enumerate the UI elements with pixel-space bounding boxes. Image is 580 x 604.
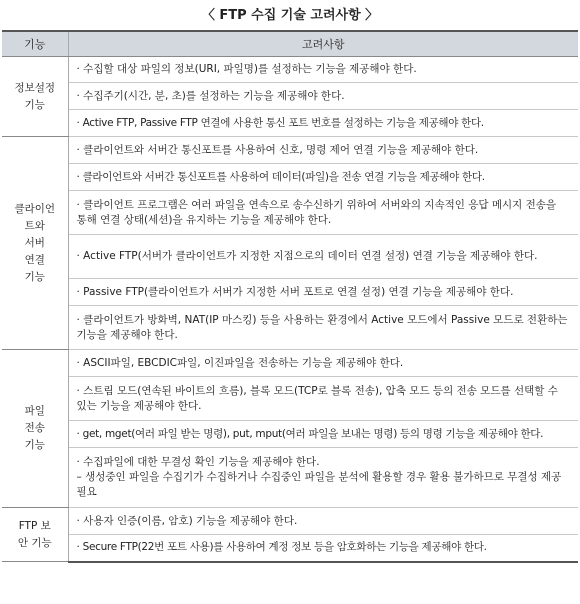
consideration-item-text: · 수집파일에 대한 무결성 확인 기능을 제공해야 한다. <box>76 456 320 468</box>
consideration-item: · 클라이언트 프로그램은 여러 파일을 연속으로 송수신하기 위하여 서버와의 지속적인 응답 메시지 전송을 통해 연결 상태(세션)을 유지하는 기능을 제공해야 한다. <box>68 191 578 235</box>
consideration-item: · get, mget(여러 파일 받는 명령), put, mput(여러 파일을 보내는 명령) 등의 명령 기능을 제공해야 한다. <box>68 421 578 448</box>
consideration-item: · Passive FTP(클라이언트가 서버가 지정한 서버 포트로 연결 설정) 연결 기능을 제공해야 한다. <box>68 279 578 306</box>
table-row <box>2 535 578 562</box>
table-row <box>2 377 578 421</box>
category-ftp-security <box>2 508 68 562</box>
table-row <box>2 508 578 535</box>
category-label-line: 기능 <box>24 439 45 451</box>
consideration-item: · ASCII파일, EBCDIC파일, 이진파일을 전송하는 기능을 제공해야 한다. <box>68 350 578 377</box>
table-row <box>2 164 578 191</box>
table-row <box>2 235 578 279</box>
table-caption: 〈 FTP 수집 기술 고려사항 〉 <box>201 8 379 23</box>
category-label-line: 안 기능 <box>17 536 52 549</box>
category-file-transfer <box>2 350 68 508</box>
category-label-line: 클라이언 <box>14 202 56 215</box>
table-row <box>2 110 578 137</box>
category-info-setting <box>2 57 68 137</box>
table-row <box>2 191 578 235</box>
table-row <box>2 57 578 83</box>
category-label-line: 기능 <box>24 98 45 111</box>
ftp-considerations-table <box>2 30 578 563</box>
category-client-server-connection <box>2 137 68 350</box>
table-row <box>2 83 578 110</box>
consideration-item: · 수집할 대상 파일의 정보(URI, 파일명)를 설정하는 기능을 제공해야 한다. <box>68 57 578 83</box>
consideration-item: · Active FTP, Passive FTP 연결에 사용한 통신 포트 번호를 설정하는 기능을 제공해야 한다. <box>68 110 578 137</box>
consideration-item: · Active FTP(서버가 클라이언트가 지정한 지점으로의 데이터 연결 설정) 연결 기능을 제공해야 한다. <box>68 235 578 279</box>
category-label-line: 트와 <box>24 219 45 232</box>
table-row <box>2 350 578 377</box>
category-label-line: 연결 <box>24 253 45 266</box>
consideration-item: · 스트림 모드(연속된 바이트의 흐름), 블록 모드(TCP로 블록 전송), 압축 모드 등의 전송 모드를 선택할 수 있는 기능을 제공해야 한다. <box>68 377 578 421</box>
category-label-line: 정보설정 <box>14 81 56 94</box>
table-row <box>2 421 578 448</box>
table-header-row <box>2 31 578 57</box>
table-row <box>2 448 578 508</box>
consideration-item: · 수집주기(시간, 분, 초)를 설정하는 기능을 제공해야 한다. <box>68 83 578 110</box>
consideration-item: · 사용자 인증(이름, 암호) 기능을 제공해야 한다. <box>68 508 578 535</box>
category-label-line: 서버 <box>24 236 45 249</box>
category-label-line: 기능 <box>24 270 45 283</box>
consideration-note: – 생성중인 파일을 수집기가 수집하거나 수집중인 파일을 분석에 활용할 경우 활용 불가하므로 무결성 제공 필요 <box>76 471 562 498</box>
category-label-line: 전송 <box>24 422 45 434</box>
table-row <box>2 306 578 350</box>
category-label-line: FTP 보 <box>18 519 51 532</box>
consideration-item: · 클라이언트가 방화벽, NAT(IP 마스킹) 등을 사용하는 환경에서 Active 모드에서 Passive 모드로 전환하는 기능을 제공해야 한다. <box>68 306 578 350</box>
category-label-line: 파일 <box>24 405 45 417</box>
consideration-item-with-note <box>68 448 578 508</box>
header-function: 기능 <box>2 31 68 57</box>
consideration-item: · 클라이언트와 서버간 통신포트를 사용하여 신호, 명령 제어 연결 기능을 제공해야 한다. <box>68 137 578 164</box>
table-row <box>2 137 578 164</box>
consideration-item: · 클라이언트와 서버간 통신포트를 사용하여 데이터(파일)을 전송 연결 기능을 제공해야 한다. <box>68 164 578 191</box>
consideration-item: · Secure FTP(22번 포트 사용)를 사용하여 계정 정보 등을 암호화하는 기능을 제공해야 한다. <box>68 535 578 562</box>
header-considerations: 고려사항 <box>68 31 578 57</box>
table-row <box>2 279 578 306</box>
